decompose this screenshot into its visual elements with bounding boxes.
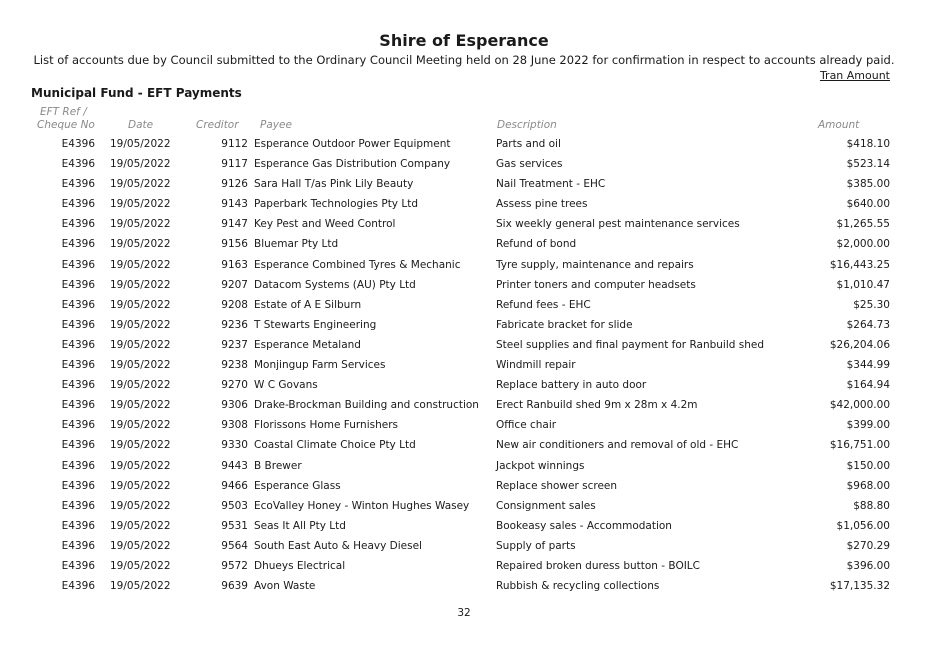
payee-cell: South East Auto & Heavy Diesel [254, 539, 422, 552]
date-cell: 19/05/2022 [110, 298, 171, 311]
amount-cell: $344.99 [846, 359, 890, 372]
tran-amount-heading: Tran Amount [819, 69, 890, 82]
table-row [0, 377, 928, 397]
table-row [0, 498, 928, 518]
amount-cell: $640.00 [846, 198, 890, 211]
date-cell: 19/05/2022 [110, 580, 171, 593]
section-title: Municipal Fund - EFT Payments [31, 86, 242, 100]
eft-ref-cell: E4396 [61, 158, 95, 171]
date-cell: 19/05/2022 [110, 519, 171, 532]
eft-ref-cell: E4396 [61, 198, 95, 211]
payee-cell: Monjingup Farm Services [254, 359, 386, 372]
description-cell: Refund of bond [496, 238, 577, 251]
date-cell: 19/05/2022 [110, 439, 171, 452]
amount-cell: $523.14 [846, 158, 890, 171]
payee-cell: Bluemar Pty Ltd [254, 238, 339, 251]
amount-cell: $2,000.00 [836, 238, 890, 251]
eft-ref-cell: E4396 [61, 580, 95, 593]
date-cell: 19/05/2022 [110, 178, 171, 191]
creditor-cell: 9207 [221, 278, 248, 291]
eft-ref-cell: E4396 [61, 298, 95, 311]
creditor-cell: 9163 [221, 258, 248, 271]
eft-ref-cell: E4396 [61, 559, 95, 572]
date-cell: 19/05/2022 [110, 379, 171, 392]
table-row [0, 417, 928, 437]
creditor-cell: 9117 [221, 158, 248, 171]
date-cell: 19/05/2022 [110, 278, 171, 291]
description-cell: Replace shower screen [496, 479, 618, 492]
amount-cell: $16,751.00 [829, 439, 890, 452]
eft-ref-cell: E4396 [61, 459, 95, 472]
amount-cell: $26,204.06 [829, 338, 890, 351]
creditor-cell: 9564 [221, 539, 248, 552]
creditor-cell: 9208 [221, 298, 248, 311]
table-row [0, 196, 928, 216]
amount-cell: $264.73 [846, 318, 890, 331]
description-cell: Assess pine trees [496, 198, 588, 211]
column-header-creditor: Creditor [196, 119, 239, 131]
date-cell: 19/05/2022 [110, 218, 171, 231]
eft-ref-cell: E4396 [61, 238, 95, 251]
date-cell: 19/05/2022 [110, 459, 171, 472]
payee-cell: Esperance Glass [254, 479, 341, 492]
payee-cell: Esperance Gas Distribution Company [254, 158, 451, 171]
column-header-date: Date [128, 119, 154, 131]
column-header-amount: Amount [818, 119, 860, 131]
creditor-cell: 9572 [221, 559, 248, 572]
eft-ref-cell: E4396 [61, 359, 95, 372]
creditor-cell: 9147 [221, 218, 248, 231]
description-cell: Gas services [496, 158, 563, 171]
description-cell: Supply of parts [496, 539, 576, 552]
date-cell: 19/05/2022 [110, 399, 171, 412]
table-row [0, 277, 928, 297]
date-cell: 19/05/2022 [110, 419, 171, 432]
payee-cell: Esperance Outdoor Power Equipment [254, 138, 451, 150]
payee-cell: Key Pest and Weed Control [254, 218, 396, 231]
page-subtitle: List of accounts due by Council submitted to the Ordinary Council Meeting held on 28 June 2022 for confirmation in respect to accounts already paid. [33, 53, 895, 67]
date-cell: 19/05/2022 [110, 559, 171, 572]
table-row [0, 337, 928, 357]
amount-cell: $396.00 [846, 559, 890, 572]
description-cell: Bookeasy sales - Accommodation [496, 519, 672, 532]
description-cell: Steel supplies and final payment for Ranbuild shed [496, 338, 765, 351]
creditor-cell: 9531 [221, 519, 248, 532]
creditor-cell: 9238 [221, 359, 248, 372]
eft-ref-cell: E4396 [61, 539, 95, 552]
table-row [0, 216, 928, 236]
payee-cell: Florissons Home Furnishers [254, 419, 398, 432]
eft-ref-cell: E4396 [61, 218, 95, 231]
creditor-cell: 9639 [221, 580, 248, 593]
amount-cell: $25.30 [853, 298, 890, 311]
eft-ref-cell: E4396 [61, 439, 95, 452]
table-row [0, 437, 928, 457]
payee-cell: Esperance Combined Tyres & Mechanic [254, 258, 461, 271]
amount-cell: $385.00 [846, 178, 890, 191]
payee-cell: Drake-Brockman Building and construction [254, 399, 479, 412]
amount-cell: $150.00 [846, 459, 890, 472]
description-cell: Jackpot winnings [496, 459, 585, 472]
eft-ref-cell: E4396 [61, 479, 95, 492]
eft-ref-cell: E4396 [61, 519, 95, 532]
table-row [0, 136, 928, 156]
description-cell: Office chair [496, 419, 557, 432]
amount-cell: $16,443.25 [829, 258, 890, 271]
amount-cell: $968.00 [846, 479, 890, 492]
table-row [0, 357, 928, 377]
column-header-ref-line2: Cheque No [37, 119, 95, 131]
amount-cell: $1,265.55 [836, 218, 890, 231]
payee-cell: Datacom Systems (AU) Pty Ltd [254, 278, 416, 291]
creditor-cell: 9112 [221, 138, 248, 150]
date-cell: 19/05/2022 [110, 138, 171, 150]
table-row [0, 317, 928, 337]
creditor-cell: 9330 [221, 439, 248, 452]
eft-ref-cell: E4396 [61, 419, 95, 432]
date-cell: 19/05/2022 [110, 338, 171, 351]
date-cell: 19/05/2022 [110, 258, 171, 271]
creditor-cell: 9236 [221, 318, 248, 331]
payee-cell: Avon Waste [254, 580, 316, 593]
amount-cell: $270.29 [846, 539, 890, 552]
eft-ref-cell: E4396 [61, 338, 95, 351]
creditor-cell: 9308 [221, 419, 248, 432]
description-cell: Fabricate bracket for slide [496, 318, 633, 331]
description-cell: Rubbish & recycling collections [496, 580, 660, 593]
table-row [0, 156, 928, 176]
payee-cell: Sara Hall T/as Pink Lily Beauty [254, 178, 414, 191]
payments-table [0, 136, 928, 598]
description-cell: Parts and oil [496, 138, 561, 150]
description-cell: Erect Ranbuild shed 9m x 28m x 4.2m [496, 399, 698, 412]
payee-cell: W C Govans [254, 379, 318, 392]
table-row [0, 297, 928, 317]
description-cell: Repaired broken duress button - BOILC [496, 559, 700, 572]
eft-ref-cell: E4396 [61, 278, 95, 291]
amount-cell: $17,135.32 [829, 580, 890, 593]
table-row [0, 257, 928, 277]
creditor-cell: 9503 [221, 499, 248, 512]
column-header-description: Description [497, 119, 557, 131]
eft-ref-cell: E4396 [61, 258, 95, 271]
description-cell: Tyre supply, maintenance and repairs [496, 258, 694, 271]
date-cell: 19/05/2022 [110, 499, 171, 512]
description-cell: Windmill repair [496, 359, 576, 372]
payee-cell: EcoValley Honey - Winton Hughes Wasey [254, 499, 470, 512]
payee-cell: Seas It All Pty Ltd [254, 519, 346, 532]
column-header-payee: Payee [260, 119, 292, 131]
date-cell: 19/05/2022 [110, 539, 171, 552]
creditor-cell: 9270 [221, 379, 248, 392]
table-row [0, 558, 928, 578]
date-cell: 19/05/2022 [110, 479, 171, 492]
description-cell: Six weekly general pest maintenance services [496, 218, 740, 231]
description-cell: Nail Treatment - EHC [496, 178, 606, 191]
eft-ref-cell: E4396 [61, 379, 95, 392]
payee-cell: Coastal Climate Choice Pty Ltd [254, 439, 416, 452]
creditor-cell: 9156 [221, 238, 248, 251]
creditor-cell: 9143 [221, 198, 248, 211]
payee-cell: T Stewarts Engineering [254, 318, 377, 331]
description-cell: New air conditioners and removal of old - EHC [496, 439, 739, 452]
payee-cell: Estate of A E Silburn [254, 298, 362, 311]
creditor-cell: 9466 [221, 479, 248, 492]
payee-cell: Esperance Metaland [254, 338, 361, 351]
date-cell: 19/05/2022 [110, 158, 171, 171]
amount-cell: $418.10 [846, 138, 890, 150]
eft-ref-cell: E4396 [61, 399, 95, 412]
payee-cell: Paperbark Technologies Pty Ltd [254, 198, 418, 211]
creditor-cell: 9126 [221, 178, 248, 191]
page-title: Shire of Esperance [379, 31, 549, 50]
date-cell: 19/05/2022 [110, 359, 171, 372]
description-cell: Refund fees - EHC [496, 298, 591, 311]
payee-cell: B Brewer [254, 459, 302, 472]
amount-cell: $399.00 [846, 419, 890, 432]
table-row [0, 397, 928, 417]
eft-ref-cell: E4396 [61, 318, 95, 331]
eft-ref-cell: E4396 [61, 138, 95, 150]
description-cell: Replace battery in auto door [496, 379, 647, 392]
creditor-cell: 9443 [221, 459, 248, 472]
table-row [0, 518, 928, 538]
table-row [0, 538, 928, 558]
date-cell: 19/05/2022 [110, 318, 171, 331]
description-cell: Consignment sales [496, 499, 596, 512]
amount-cell: $1,056.00 [836, 519, 890, 532]
creditor-cell: 9237 [221, 338, 248, 351]
table-row [0, 478, 928, 498]
eft-ref-cell: E4396 [61, 499, 95, 512]
amount-cell: $164.94 [846, 379, 890, 392]
column-header-ref-line1: EFT Ref / [40, 106, 87, 118]
table-row [0, 458, 928, 478]
eft-ref-cell: E4396 [61, 178, 95, 191]
date-cell: 19/05/2022 [110, 198, 171, 211]
payee-cell: Dhueys Electrical [254, 559, 346, 572]
page-number: 32 [457, 607, 471, 619]
amount-cell: $88.80 [853, 499, 890, 512]
table-row [0, 176, 928, 196]
table-row [0, 578, 928, 598]
creditor-cell: 9306 [221, 399, 248, 412]
date-cell: 19/05/2022 [110, 238, 171, 251]
description-cell: Printer toners and computer headsets [496, 278, 696, 291]
amount-cell: $42,000.00 [829, 399, 890, 412]
table-row [0, 236, 928, 256]
amount-cell: $1,010.47 [836, 278, 890, 291]
